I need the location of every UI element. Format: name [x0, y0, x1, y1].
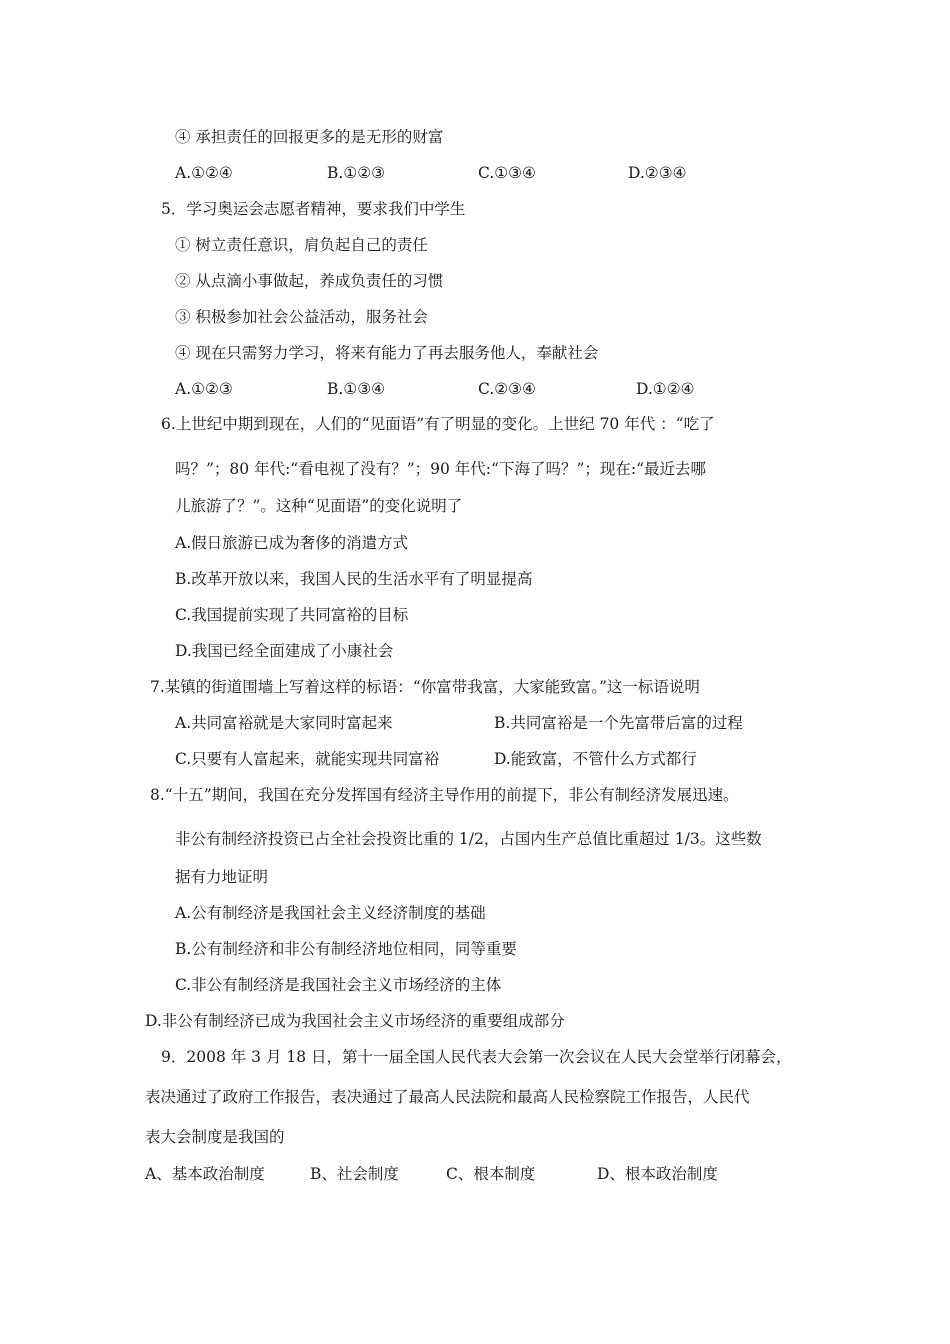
q8-option-d: D.非公有制经济已成为我国社会主义市场经济的重要组成部分 — [145, 1012, 565, 1030]
q6-stem-line-2: 吗？”；80 年代:“看电视了没有？”；90 年代:“下海了吗？”；现在:“最近去哪 — [175, 460, 707, 478]
q5-item-4: ④ 现在只需努力学习，将来有能力了再去服务他人，奉献社会 — [175, 344, 599, 362]
q8-stem-line-2: 非公有制经济投资已占全社会投资比重的 1/2，占国内生产总值比重超过 1/3。这些数 — [175, 830, 762, 848]
q8-stem-line-3: 据有力地证明 — [175, 868, 269, 886]
q6-option-d: D.我国已经全面建成了小康社会 — [175, 642, 394, 660]
q9-stem-line-3: 表大会制度是我国的 — [145, 1128, 285, 1146]
q8-option-a: A.公有制经济是我国社会主义经济制度的基础 — [175, 904, 486, 922]
q5-item-3: ③ 积极参加社会公益活动，服务社会 — [175, 308, 428, 326]
q5-option-d: D.①②④ — [636, 380, 695, 398]
q6-stem-line-1: 6.上世纪中期到现在，人们的“见面语”有了明显的变化。上世纪 70 年代 ：“吃了 — [161, 415, 715, 433]
q5-item-1: ① 树立责任意识，肩负起自己的责任 — [175, 236, 428, 254]
q9-option-a: A、基本政治制度 — [145, 1165, 265, 1183]
q8-option-b: B.公有制经济和非公有制经济地位相同，同等重要 — [175, 940, 517, 958]
q7-stem: 7.某镇的街道围墙上写着这样的标语：“你富带我富，大家能致富。”这一标语说明 — [150, 678, 700, 696]
q8-stem-line-1: 8.“十五”期间，我国在充分发挥国有经济主导作用的前提下，非公有制经济发展迅速。 — [150, 786, 739, 804]
q7-option-a: A.共同富裕就是大家同时富起来 — [175, 714, 393, 732]
q6-option-c: C.我国提前实现了共同富裕的目标 — [175, 606, 409, 624]
q8-option-c: C.非公有制经济是我国社会主义市场经济的主体 — [175, 976, 502, 994]
q7-option-b: B.共同富裕是一个先富带后富的过程 — [494, 714, 743, 732]
q4-option-c: C.①③④ — [478, 164, 536, 182]
q5-stem: 5．学习奥运会志愿者精神，要求我们中学生 — [161, 200, 466, 218]
q4-option-b: B.①②③ — [327, 164, 386, 182]
q5-option-a: A.①②③ — [175, 380, 233, 398]
q6-option-a: A.假日旅游已成为奢侈的消遣方式 — [175, 534, 409, 552]
q5-option-b: B.①③④ — [327, 380, 386, 398]
q9-option-b: B、社会制度 — [310, 1165, 399, 1183]
q7-option-d: D.能致富，不管什么方式都行 — [494, 750, 697, 768]
q5-option-c: C.②③④ — [478, 380, 536, 398]
q7-option-c: C.只要有人富起来，就能实现共同富裕 — [175, 750, 440, 768]
q9-stem-line-1: 9．2008 年 3 月 18 日，第十一届全国人民代表大会第一次会议在人民大会堂举行闭幕会， — [161, 1048, 792, 1066]
q9-stem-line-2: 表决通过了政府工作报告，表决通过了最高人民法院和最高人民检察院工作报告，人民代 — [145, 1088, 750, 1106]
q4-option-d: D.②③④ — [628, 164, 687, 182]
q4-item-4: ④ 承担责任的回报更多的是无形的财富 — [175, 128, 444, 146]
q5-item-2: ② 从点滴小事做起，养成负责任的习惯 — [175, 272, 444, 290]
q9-option-d: D、根本政治制度 — [597, 1165, 718, 1183]
q4-option-a: A.①②④ — [175, 164, 233, 182]
q9-option-c: C、根本制度 — [446, 1165, 536, 1183]
q6-stem-line-3: 儿旅游了？”。这种“见面语”的变化说明了 — [175, 497, 463, 515]
q6-option-b: B.改革开放以来，我国人民的生活水平有了明显提高 — [175, 570, 533, 588]
